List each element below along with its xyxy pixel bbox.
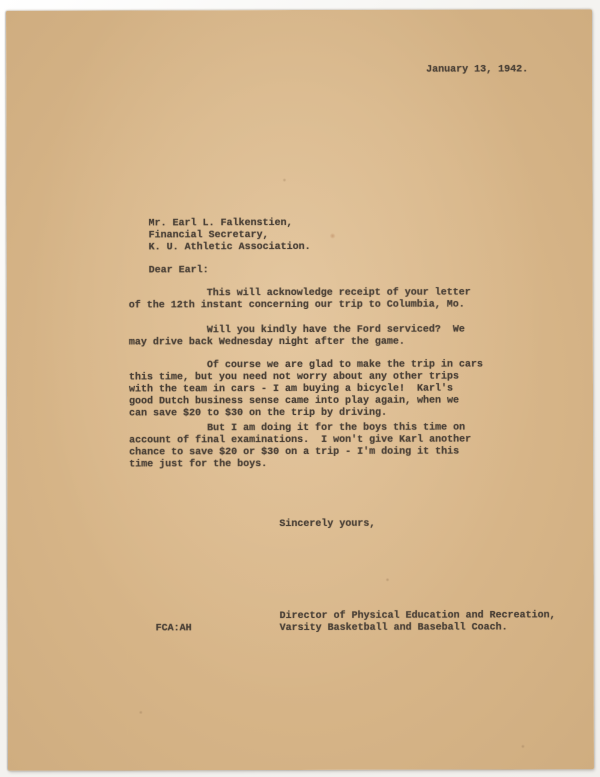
paper-stain — [521, 744, 525, 748]
typist-initials: FCA:AH — [155, 623, 192, 635]
paper-stain — [139, 710, 143, 714]
salutation: Dear Earl: — [148, 265, 209, 277]
letter-paragraph-3: Of course we are glad to make the trip in cars this time, but you need not worry about any other trips with the team in cars - I am buying a bicycle! Karl's good Dutch business sense came into play again, when we can save $20 to $30 on the trip by driving. — [128, 359, 483, 420]
closing-line: Sincerely yours, — [279, 518, 376, 531]
letter-paper — [6, 9, 594, 771]
paper-stain — [282, 178, 286, 182]
paper-stain — [385, 578, 389, 582]
paper-stain — [330, 233, 336, 239]
letter-paragraph-1: This will acknowledge receipt of your letter of the 12th instant concerning our trip to Columbia, Mo. — [128, 287, 471, 312]
recipient-address: Mr. Earl L. Falkenstien, Financial Secretary, K. U. Athletic Association. — [148, 218, 311, 254]
letter-paragraph-4: But I am doing it for the boys this time on account of final examinations. I won't give Karl another chance to save $20 or $30 on a trip - I'm doing it this time just for the boys. — [129, 422, 472, 471]
letter-paragraph-2: Will you kindly have the Ford serviced? We may drive back Wednesday night after the game. — [128, 324, 465, 349]
date-line: January 13, 1942. — [426, 64, 529, 76]
signature-title-block: Director of Physical Education and Recreation, Varsity Basketball and Baseball Coach. — [279, 610, 556, 635]
